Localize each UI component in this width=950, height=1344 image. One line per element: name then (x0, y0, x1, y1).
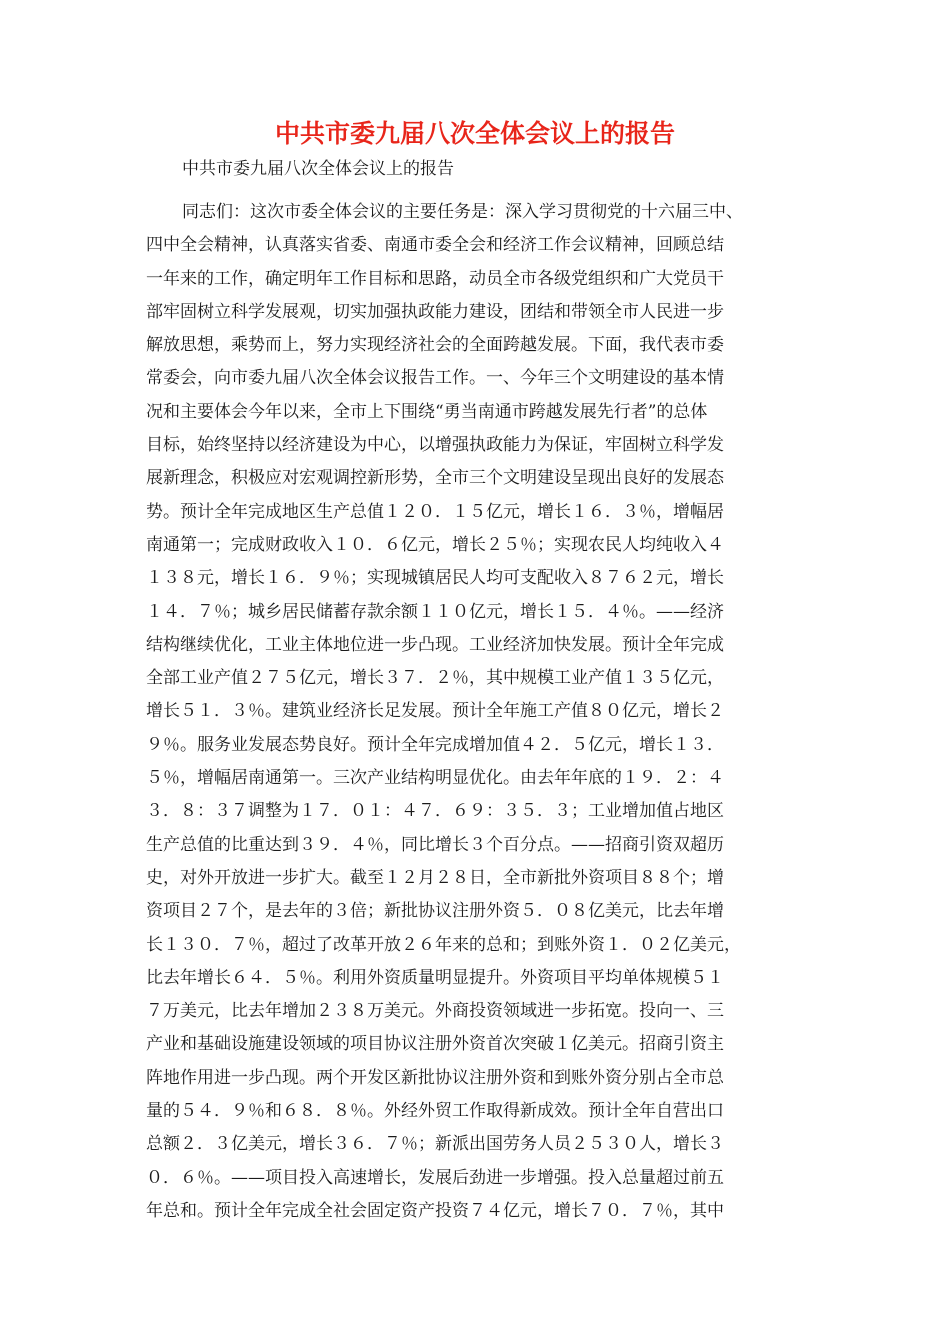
body-text-line: １４．７％；城乡居民储蓄存款余额１１０亿元，增长１５．４％。——经济 (146, 601, 724, 622)
body-text-line: 长１３０．７％，超过了改革开放２６年来的总和；到账外资１．０２亿美元， (146, 934, 741, 955)
body-text-line: 目标，始终坚持以经济建设为中心，以增强执政能力为保证，牢固树立科学发 (146, 435, 724, 456)
body-text-line: ５％，增幅居南通第一。三次产业结构明显优化。由去年年底的１９．２：４ (146, 768, 724, 789)
body-text-line: 同志们：这次市委全体会议的主要任务是：深入学习贯彻党的十六届三中、 (182, 202, 743, 222)
body-text-line: 年总和。预计全年完成全社会固定资产投资７４亿元，增长７０．７％，其中 (146, 1200, 724, 1221)
body-text-line: ０．６％。——项目投入高速增长，发展后劲进一步增强。投入总量超过前五 (146, 1167, 724, 1188)
body-text-line: 增长５１．３％。建筑业经济长足发展。预计全年施工产值８０亿元，增长２ (146, 701, 724, 722)
body-text-line: 常委会，向市委九届八次全体会议报告工作。一、今年三个文明建设的基本情 (146, 368, 724, 389)
document-title: 中共市委九届八次全体会议上的报告 (274, 119, 675, 148)
body-text-line: 产业和基础设施建设领域的项目协议注册外资首次突破１亿美元。招商引资主 (146, 1034, 724, 1055)
body-text-line: 部牢固树立科学发展观，切实加强执政能力建设，团结和带领全市人民进一步 (146, 301, 724, 322)
body-text-line: 总额２．３亿美元，增长３６．７％；新派出国劳务人员２５３０人，增长３ (146, 1134, 724, 1155)
body-text-line: 南通第一；完成财政收入１０．６亿元，增长２５％；实现农民人均纯收入４ (146, 534, 724, 555)
body-text-line: ３．８：３７调整为１７．０１：４７．６９：３５．３；工业增加值占地区 (146, 801, 724, 822)
document-body (146, 196, 806, 1228)
body-text-line: 资项目２７个，是去年的３倍；新批协议注册外资５．０８亿美元，比去年增 (146, 901, 724, 922)
body-text-line: 生产总值的比重达到３９．４％，同比增长３个百分点。——招商引资双超历 (146, 834, 724, 855)
body-text-line: 史，对外开放进一步扩大。截至１２月２８日，全市新批外资项目８８个；增 (146, 867, 724, 888)
body-text-line: ７万美元，比去年增加２３８万美元。外商投资领域进一步拓宽。投向一、三 (146, 1001, 724, 1022)
body-text-line: 况和主要体会今年以来，全市上下围绕“勇当南通市跨越发展先行者”的总体 (146, 401, 708, 422)
body-text-line: 势。预计全年完成地区生产总值１２０．１５亿元，增长１６．３％，增幅居 (146, 501, 724, 522)
body-text-line: 阵地作用进一步凸现。两个开发区新批协议注册外资和到账外资分别占全市总 (146, 1067, 724, 1088)
body-text-line: ９％。服务业发展态势良好。预计全年完成增加值４２．５亿元，增长１３． (146, 734, 724, 755)
body-text-line: 一年来的工作，确定明年工作目标和思路，动员全市各级党组织和广大党员干 (146, 268, 724, 289)
body-text-line: 全部工业产值２７５亿元，增长３７．２％，其中规模工业产值１３５亿元， (146, 668, 724, 689)
body-text-line: 量的５４．９％和６８．８％。外经外贸工作取得新成效。预计全年自营出口 (146, 1101, 724, 1122)
body-text-line: 展新理念，积极应对宏观调控新形势，全市三个文明建设呈现出良好的发展态 (146, 468, 724, 489)
document-subtitle: 中共市委九届八次全体会议上的报告 (182, 159, 454, 179)
body-text-line: １３８元，增长１６．９％；实现城镇居民人均可支配收入８７６２元，增长 (146, 568, 724, 589)
body-text-line: 结构继续优化，工业主体地位进一步凸现。工业经济加快发展。预计全年完成 (146, 634, 724, 655)
body-text-line: 四中全会精神，认真落实省委、南通市委全会和经济工作会议精神，回顾总结 (146, 235, 724, 256)
body-text-line: 解放思想，乘势而上，努力实现经济社会的全面跨越发展。下面，我代表市委 (146, 335, 724, 356)
body-text-line: 比去年增长６４．５％。利用外资质量明显提升。外资项目平均单体规模５１ (146, 967, 724, 988)
